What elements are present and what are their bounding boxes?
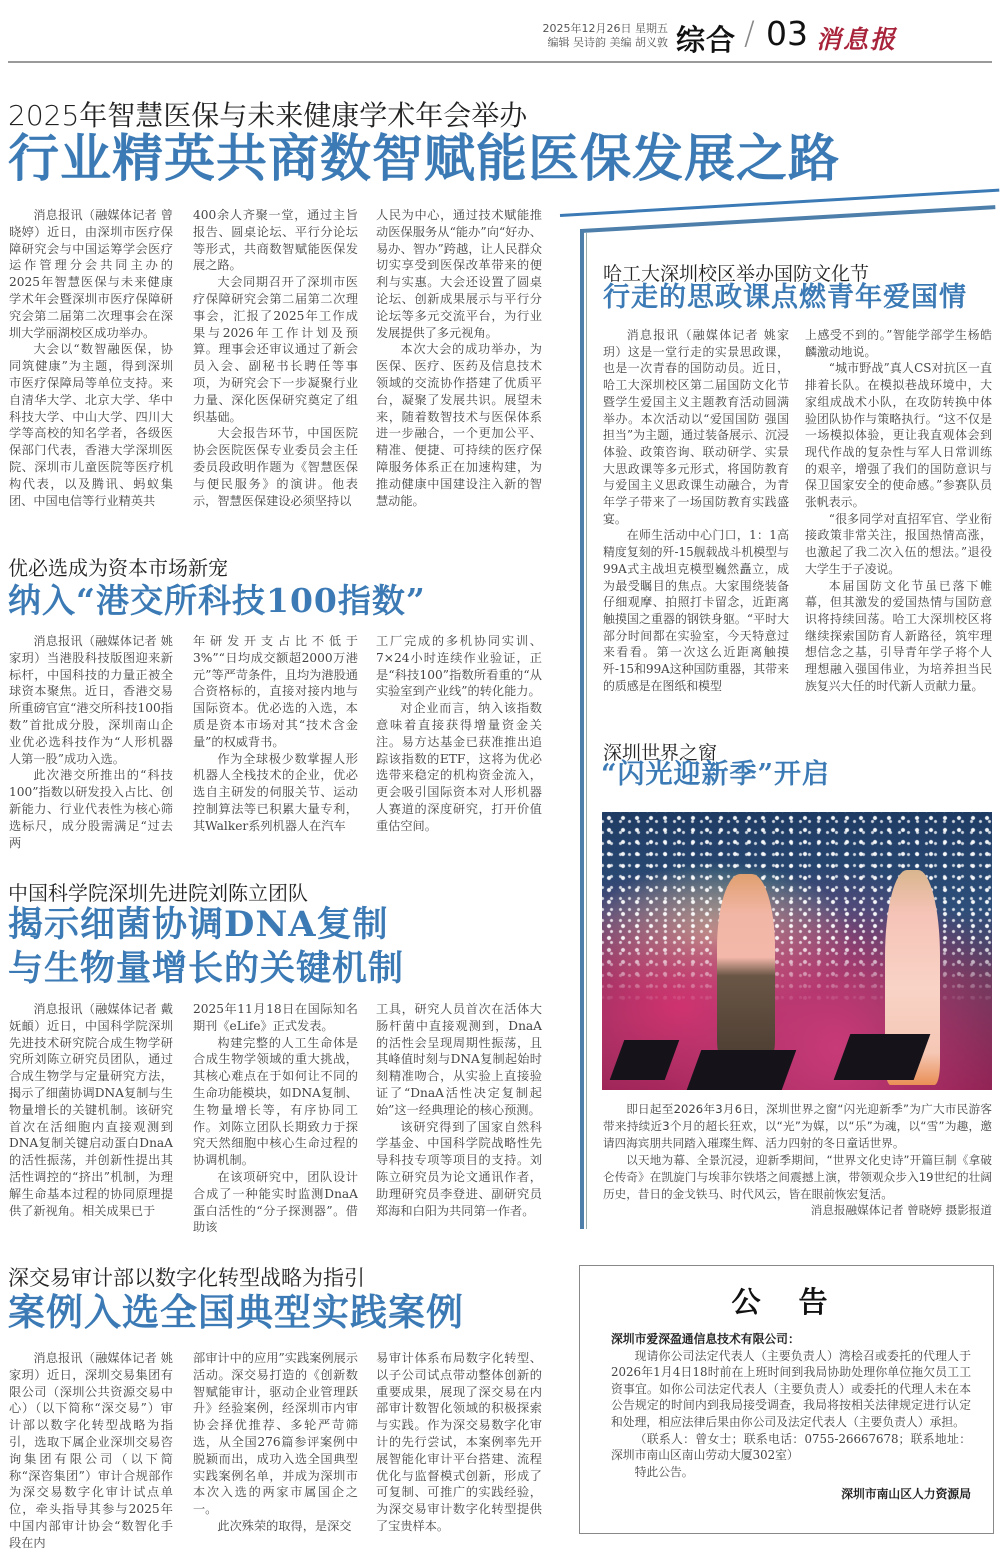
paragraph: 该研究得到了国家自然科学基金、中国科学院战略性先导科技专项等项目的支持。刘陈立研究员为论文通讯作者，助理研究员李登进、副研究员郑海和白阳为共同第一作者。 <box>376 1119 542 1218</box>
lead-kicker: 2025年智慧医保与未来健康学术年会举办 <box>8 99 528 132</box>
paragraph: 大会同期召开了深圳市医疗保障研究会第二届第二次理事会，汇报了2025年工作成果与2026年工作计划及预算。理事会还审议通过了新会员入会、副秘书长聘任等事项，为研究会下一步凝聚行业力量、深化医保研究奠定了组织基础。 <box>193 275 358 424</box>
performer-guitarist <box>717 874 775 1059</box>
audit-column-3 <box>376 1350 542 1535</box>
paragraph: 工厂完成的多机协同实训、7×24小时连续作业验证，正是“科技100”指数所看重的“从实验室到产业线”的转化能力。 <box>376 634 542 699</box>
paragraph: 以天地为幕、全景沉浸，迎新季期间，“世界文化史诗”开篇巨制《拿破仑传奇》在凯旋门与埃菲尔铁塔之间震撼上演，带领观众步入19世纪的壮阔历史，昔日的金戈铁马、时代风云，皆在眼前恢宏复活。 <box>603 1152 992 1201</box>
paragraph: 消息报讯（融媒体记者 曾晓婷）近日，由深圳市医疗保障研究会与中国运筹学会医疗运作管理分会共同主办的2025年智慧医保与未来健康学术年会暨深圳市医疗保障研究会第二届第二次理事会在深圳大学丽湖校区成功举办。 <box>9 208 173 340</box>
paragraph: 此次港交所推出的“科技100”指数以研发投入占比、创新能力、行业代表性为核心筛选标尺，成分股需满足“过去两 <box>9 768 173 850</box>
audit-column-2 <box>193 1350 358 1535</box>
paragraph: 消息报讯（融媒体记者 姚家玥）近日，深圳交易集团有限公司（深圳公共资源交易中心）（以下简称“深交易”）审计部以数字化转型战略为指引，选取下属企业深圳交易咨询集团有限公司（以下简称“深咨集团”）审计合规部作为深交易数字化审计试点单位，牵头指导其参与2025年中国内部审计协会“数智化手段在内 <box>9 1351 173 1550</box>
dna-headline-line-2: 与生物量增长的关键机制 <box>8 948 405 989</box>
notice-body <box>611 1331 971 1503</box>
dna-headline-line-1: 揭示细菌协调DNA复制 <box>8 904 389 945</box>
paragraph: 对企业而言，纳入该指数意味着直接获得增量资金关注。易方达基金已获准推出追踪该指数的ETF，这将为优必选带来稳定的机构资金流入，更会吸引国际资本对人形机器人赛道的深度研究，打开价值重估空间。 <box>376 701 542 833</box>
paragraph: “很多同学对直招军官、学业衔接政策非常关注，报国热情高涨，也激起了我二次入伍的想法。”退役大学生于子凌说。 <box>805 511 992 576</box>
paragraph: 此次殊荣的取得，是深交 <box>217 1518 352 1533</box>
paragraph: 年研发开支占比不低于3%”“日均成交额超2000万港元”等严苛条件，且均为港股通合资格标的，直接对接内地与国际资本。优必选的入选，本质是资本市场对其“技术含金量”的权威背书。 <box>193 634 358 749</box>
paragraph: 本届国防文化节虽已落下帷幕，但其激发的爱国热情与国防意识将持续回荡。哈工大深圳校区将继续探索国防育人新路径，筑牢理想信念之基，引导青年学子将个人理想融入强国伟业，为培养担当民族复兴大任的时代新人贡献力量。 <box>805 578 992 693</box>
hit-column-1 <box>603 327 789 694</box>
section-divider: / <box>744 14 755 52</box>
paragraph: 上感受不到的。”智能学部学生杨皓麟激动地说。 <box>805 328 992 359</box>
paragraph: 构建完整的人工生命体是合成生物学领域的重大挑战，其核心难点在于如何让不同的生命功能模块，如DNA复制、生物量增长等，有序协同工作。刘陈立团队长期致力于探究天然细胞中核心生命过程的协调机制。 <box>193 1035 358 1168</box>
audit-column-1 <box>9 1350 173 1552</box>
window-headline: “闪光迎新季”开启 <box>601 759 831 790</box>
notice-addressee: 深圳市爱深盈通信息技术有限公司： <box>611 1332 800 1346</box>
paragraph: 在师生活动中心门口，1：1高精度复刻的歼-15舰载战斗机模型与99A式主战坦克模型巍然矗立，成为最受瞩目的焦点。大家围绕装备仔细观摩、拍照打卡留念，近距离触摸国之重器的钢铁身躯。“平时大部分时间都在实验室，今天特意过来看看。第一次这么近距离触摸歼-15和99A这种国防重器，其带来的质感是在图纸和模型 <box>603 528 789 693</box>
paragraph: 人民为中心，通过技术赋能推动医保服务从“能办”向“好办、易办、智办”跨越，让人民群众切实享受到医保改革带来的便利与实惠。大会还设置了圆桌论坛、创新成果展示与平行分论坛等多元交流平台，为行业发展提供了多元视角。 <box>376 208 542 340</box>
byline: 消息报融媒体记者 曾晓婷 摄影报道 <box>810 1203 992 1218</box>
masthead-rule <box>8 61 992 63</box>
concert-photo <box>602 812 992 1090</box>
masthead-editors: 编辑 吴诗韵 美编 胡义敦 <box>547 36 668 49</box>
dna-kicker: 中国科学院深圳先进院刘陈立团队 <box>8 881 308 905</box>
paragraph: 400余人齐聚一堂，通过主旨报告、圆桌论坛、平行分论坛等形式，共商数智赋能医保发展之路。 <box>193 208 358 273</box>
paragraph: 大会报告环节，中国医院协会医院医保专业委员会主任委员段政明作题为《智慧医保与便民服务》的演讲。他表示，智慧医保建设必须坚持以 <box>193 426 358 508</box>
masthead-date: 2025年12月26日 星期五 <box>542 22 668 35</box>
notice-signature: 深圳市南山区人力资源局 <box>841 1487 971 1502</box>
paragraph: 现请你公司法定代表人（主要负责人）湾桧召或委托的代理人于2026年1月4日18时前在上班时间到我局协助处理你单位拖欠员工工资事宜。如你公司法定代表人（主要负责人）或委托的代理人未在本公告规定的时间内到我局接受调查，我局将按相关法律规定进行认定和处理，相应法律后果由你公司及法定代表人（主要负责人）承担。 <box>611 1348 971 1429</box>
dna-column-3 <box>376 1001 542 1219</box>
paragraph: 易审计体系布局数字化转型、以子公司试点带动整体创新的重要成果，展现了深交易在内部审计数智化领域的积极探索与实践。作为深交易数字化审计的先行尝试，本案例率先开展智能化审计平台搭建、流程优化与监督模式创新，形成了可复制、可推广的实践经验，为深交易审计数字化转型提供了宝贵样本。 <box>376 1351 542 1533</box>
stage-monitor <box>687 1050 797 1090</box>
paragraph: 在该项研究中，团队设计合成了一种能实时监测DnaA蛋白活性的“分子探测器”。借助该 <box>193 1169 358 1235</box>
masthead-date-editors <box>526 22 668 50</box>
lead-headline: 行业精英共商数智赋能医保发展之路 <box>8 129 841 189</box>
audit-headline: 案例入选全国典型实践案例 <box>8 1290 464 1334</box>
audit-kicker: 深交易审计部以数字化转型战略为指引 <box>8 1266 365 1290</box>
hkex-headline: 纳入“港交所科技100指数” <box>8 581 426 620</box>
hkex-column-3 <box>376 633 542 835</box>
hit-headline: 行走的思政课点燃青年爱国情 <box>603 282 967 313</box>
paragraph: 大会以“数智融医保，协同筑健康”为主题，得到深圳市医疗保障局等单位支持。来自清华大学、北京大学、华中科技大学、中山大学、四川大学等高校的知名学者，各级医保部门代表，香港大学深圳医院、深圳市儿童医院等医疗机构代表，以及腾讯、蚂蚁集团、中国电信等行业精英共 <box>9 342 173 508</box>
decorative-blue-rule <box>560 189 999 217</box>
paragraph: “城市野战”真人CS对抗区一直排着长队。在模拟巷战环境中，大家组成战术小队，在攻防转换中体验团队协作与策略执行。“这不仅是一场模拟体验，更让我直观体会到现代作战的复杂性与军人日常训练的艰辛，增强了我们的国防意识与保卫国家安全的使命感。”参赛队员张帆表示。 <box>805 361 992 510</box>
paragraph: 2025年11月18日在国际知名期刊《eLife》正式发表。 <box>193 1002 358 1033</box>
hit-kicker: 哈工大深圳校区举办国防文化节 <box>603 263 870 285</box>
lead-column-1 <box>9 207 173 509</box>
window-body <box>603 1101 992 1219</box>
paragraph: 特此公告。 <box>634 1464 694 1479</box>
section-name: 综合 <box>676 23 737 57</box>
paragraph: 消息报讯（融媒体记者 姚家玥）这是一堂行走的实景思政课，也是一次青春的国防动员。近日，哈工大深圳校区第二届国防文化节暨学生爱国主义主题教育活动圆满举办。本次活动以“爱国国防 强国担当”为主题，通过装备展示、沉浸体验、政策咨询、联动研学、实景大思政课等多元形式，将国防教育与爱国主义思政课生动融合，为青年学子带来了一场国防教育实践盛宴。 <box>603 328 789 526</box>
notice-title: 公 告 <box>731 1285 842 1319</box>
dna-column-1 <box>9 1001 173 1219</box>
hkex-column-2 <box>193 633 358 835</box>
paragraph: 消息报讯（融媒体记者 戴妩頔）近日，中国科学院深圳先进技术研究院合成生物学研究所刘陈立研究员团队，通过合成生物学与定量研究方法，揭示了细菌协调DNA复制与生物量增长的关键机制。该研究首次在活细胞内直接观测到DNA复制关键启动蛋白DnaA的活性振荡，并创新性提出其活性调控的“挤出”机制，为理解生命基本过程的协同原理提供了新视角。相关成果已于 <box>9 1002 173 1218</box>
paragraph: 本次大会的成功举办，为医保、医疗、医药及信息技术领域的交流协作搭建了优质平台，凝聚了发展共识。展望未来，随着数智技术与医保体系进一步融合，一个更加公平、精准、便捷、可持续的医疗保障服务体系正在加速构建，为推动健康中国建设注入新的智慧动能。 <box>376 342 542 508</box>
paragraph: 作为全球极少数掌握人形机器人全栈技术的企业，优必选自主研发的伺服关节、运动控制算法等已积累大量专利，其Walker系列机器人在汽车 <box>193 751 358 833</box>
lead-column-2 <box>193 207 358 509</box>
paragraph: （联系人：曾女士；联系电话：0755-26667678；联系地址：深圳市南山区南山劳动大厦302室） <box>611 1431 971 1463</box>
newspaper-logo: 消息报 <box>816 25 898 54</box>
dna-column-2 <box>193 1001 358 1236</box>
lead-column-3 <box>376 207 542 509</box>
paragraph: 部审计中的应用”实践案例展示活动。深交易打造的《创新数智赋能审计，驱动企业管理跃升》经验案例，经深圳市内审协会择优推荐、多轮严苛筛选，从全国276篇参评案例中脱颖而出，成功入选全国典型实践案例名单，并成为深圳市本次入选的两家市属国企之一。 <box>193 1351 358 1517</box>
paragraph: 消息报讯（融媒体记者 姚家玥）当港股科技版图迎来新标杆，中国科技的力量正被全球资本聚焦。近日，香港交易所重磅官宣“港交所科技100指数”首批成分股，深圳南山企业优必选科技作为“人形机器人第一股”成功入选。 <box>9 634 173 766</box>
page-number: 03 <box>766 14 808 53</box>
frame-left-border <box>580 229 584 1229</box>
hkex-kicker: 优必选成为资本市场新宠 <box>8 556 228 580</box>
frame-left-inner-border <box>586 233 587 1229</box>
paragraph: 工具，研究人员首次在活体大肠杆菌中直接观测到，DnaA的活性会呈现周期性振荡，且其峰值时刻与DNA复制起始时刻精准吻合，从实验上直接验证了“DnaA活性决定复制起始”这一经典理论的核心预测。 <box>376 1002 542 1117</box>
stage-monitor <box>834 1034 931 1080</box>
hkex-column-1 <box>9 633 173 851</box>
window-kicker: 深圳世界之窗 <box>603 742 718 764</box>
hit-column-2 <box>805 327 992 694</box>
paragraph: 即日起至2026年3月6日，深圳世界之窗“闪光迎新季”为广大市民游客带来持续近3个月的超长狂欢，以“光”为媒，以“乐”为魂，以“雪”为趣，邀请四海宾朋共同踏入璀璨生辉、活力四射的冬日童话世界。 <box>603 1102 992 1150</box>
